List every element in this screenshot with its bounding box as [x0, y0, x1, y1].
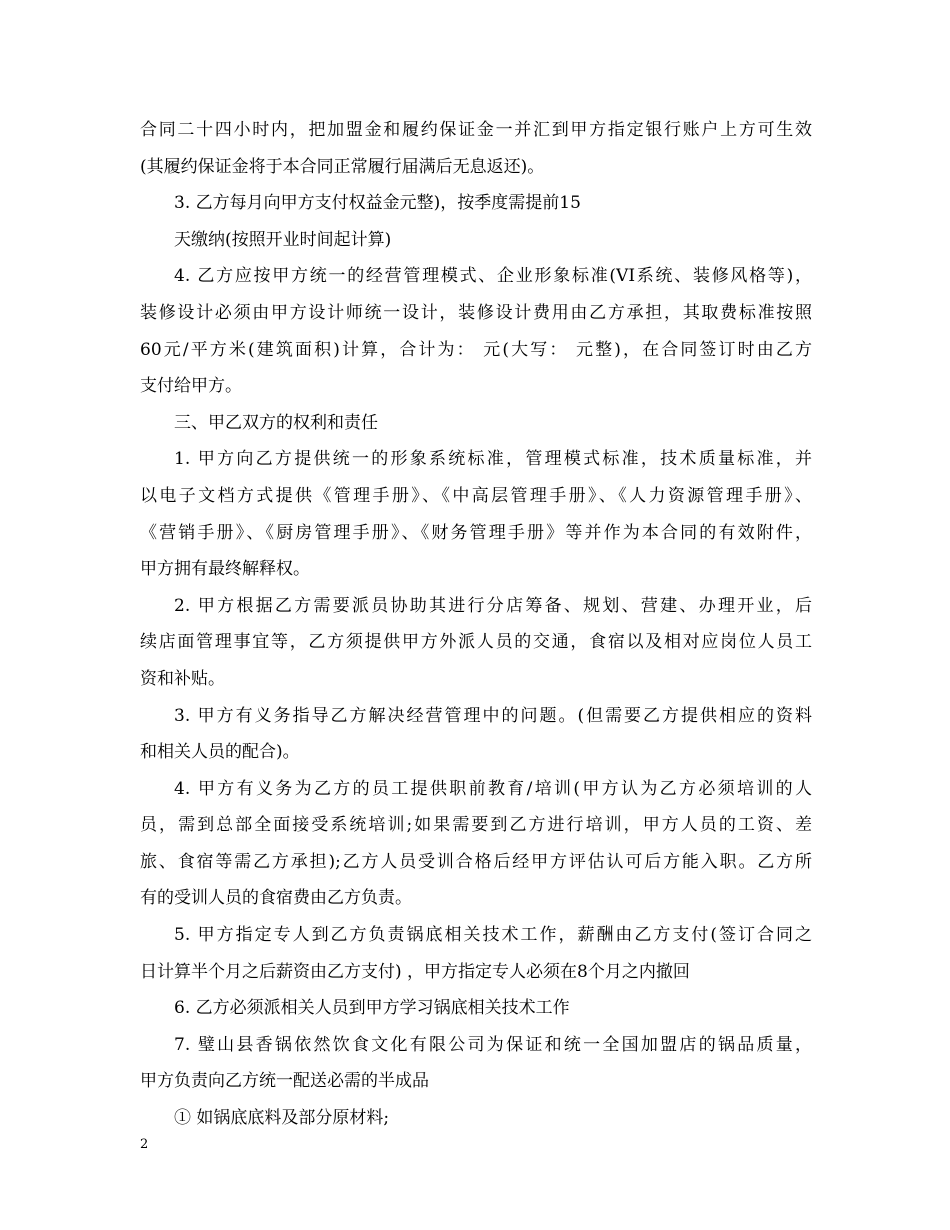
paragraph-line: 续店面管理事宜等，乙方须提供甲方外派人员的交通，食宿以及相对应岗位人员工	[140, 632, 812, 653]
paragraph-line: 7. 璧山县香锅依然饮食文化有限公司为保证和统一全国加盟店的锅品质量，	[174, 1034, 812, 1055]
paragraph-line: 和相关人员的配合)。	[140, 742, 300, 763]
paragraph-line: 甲方拥有最终解释权。	[140, 559, 310, 580]
paragraph-line: 4. 乙方应按甲方统一的经营管理模式、企业形象标准(VI系统、装修风格等)，	[174, 266, 812, 287]
paragraph-line: 天缴纳(按照开业时间起计算)	[174, 229, 392, 250]
paragraph-line: 2. 甲方根据乙方需要派员协助其进行分店筹备、规划、营建、办理开业，后	[174, 595, 812, 616]
paragraph-line: 4. 甲方有义务为乙方的员工提供职前教育/培训(甲方认为乙方必须培训的人	[174, 778, 812, 799]
paragraph-line: 3. 甲方有义务指导乙方解决经营管理中的问题。(但需要乙方提供相应的资料	[174, 705, 812, 726]
document-body	[140, 112, 812, 1137]
paragraph-line: 旅、食宿等需乙方承担);乙方人员受训合格后经甲方评估认可后方能入职。乙方所	[140, 851, 812, 872]
paragraph-line: 合同二十四小时内，把加盟金和履约保证金一并汇到甲方指定银行账户上方可生效	[140, 120, 812, 140]
paragraph-line: 装修设计必须由甲方设计师统一设计，装修设计费用由乙方承担，其取费标准按照	[140, 302, 812, 323]
paragraph-line: 员，需到总部全面接受系统培训;如果需要到乙方进行培训，甲方人员的工资、差	[140, 815, 812, 836]
paragraph-line: 5. 甲方指定专人到乙方负责锅底相关技术工作，薪酬由乙方支付(签订合同之	[174, 925, 812, 946]
paragraph-line: 资和补贴。	[140, 668, 225, 689]
paragraph-line: (其履约保证金将于本合同正常履行届满后无息返还)。	[140, 156, 545, 177]
paragraph-line: 以电子文档方式提供《管理手册》、《中高层管理手册》、《人力资源管理手册》、	[140, 485, 812, 506]
page-number: 2	[140, 1137, 149, 1152]
paragraph-line: 60元/平方米(建筑面积)计算，合计为： 元(大写： 元整)，在合同签订时由乙方	[140, 339, 812, 360]
paragraph-line: 有的受训人员的食宿费由乙方负责。	[140, 888, 412, 909]
paragraph-line: 甲方负责向乙方统一配送必需的半成品	[140, 1071, 429, 1092]
paragraph-line: 支付给甲方。	[140, 376, 242, 397]
paragraph-line: 日计算半个月之后薪资由乙方支付) ，甲方指定专人必须在8个月之内撤回	[140, 961, 690, 982]
paragraph-line: 《营销手册》、《厨房管理手册》、《财务管理手册》等并作为本合同的有效附件，	[140, 522, 812, 543]
paragraph-line: 1. 甲方向乙方提供统一的形象系统标准，管理模式标准，技术质量标准，并	[174, 449, 812, 470]
list-item: ① 如锅底底料及部分原材料;	[174, 1108, 390, 1129]
paragraph-line: 6. 乙方必须派相关人员到甲方学习锅底相关技术工作	[174, 998, 570, 1019]
paragraph-line: 3. 乙方每月向甲方支付权益金元整)，按季度需提前15	[174, 193, 581, 214]
section-heading: 三、甲乙双方的权利和责任	[174, 412, 378, 433]
